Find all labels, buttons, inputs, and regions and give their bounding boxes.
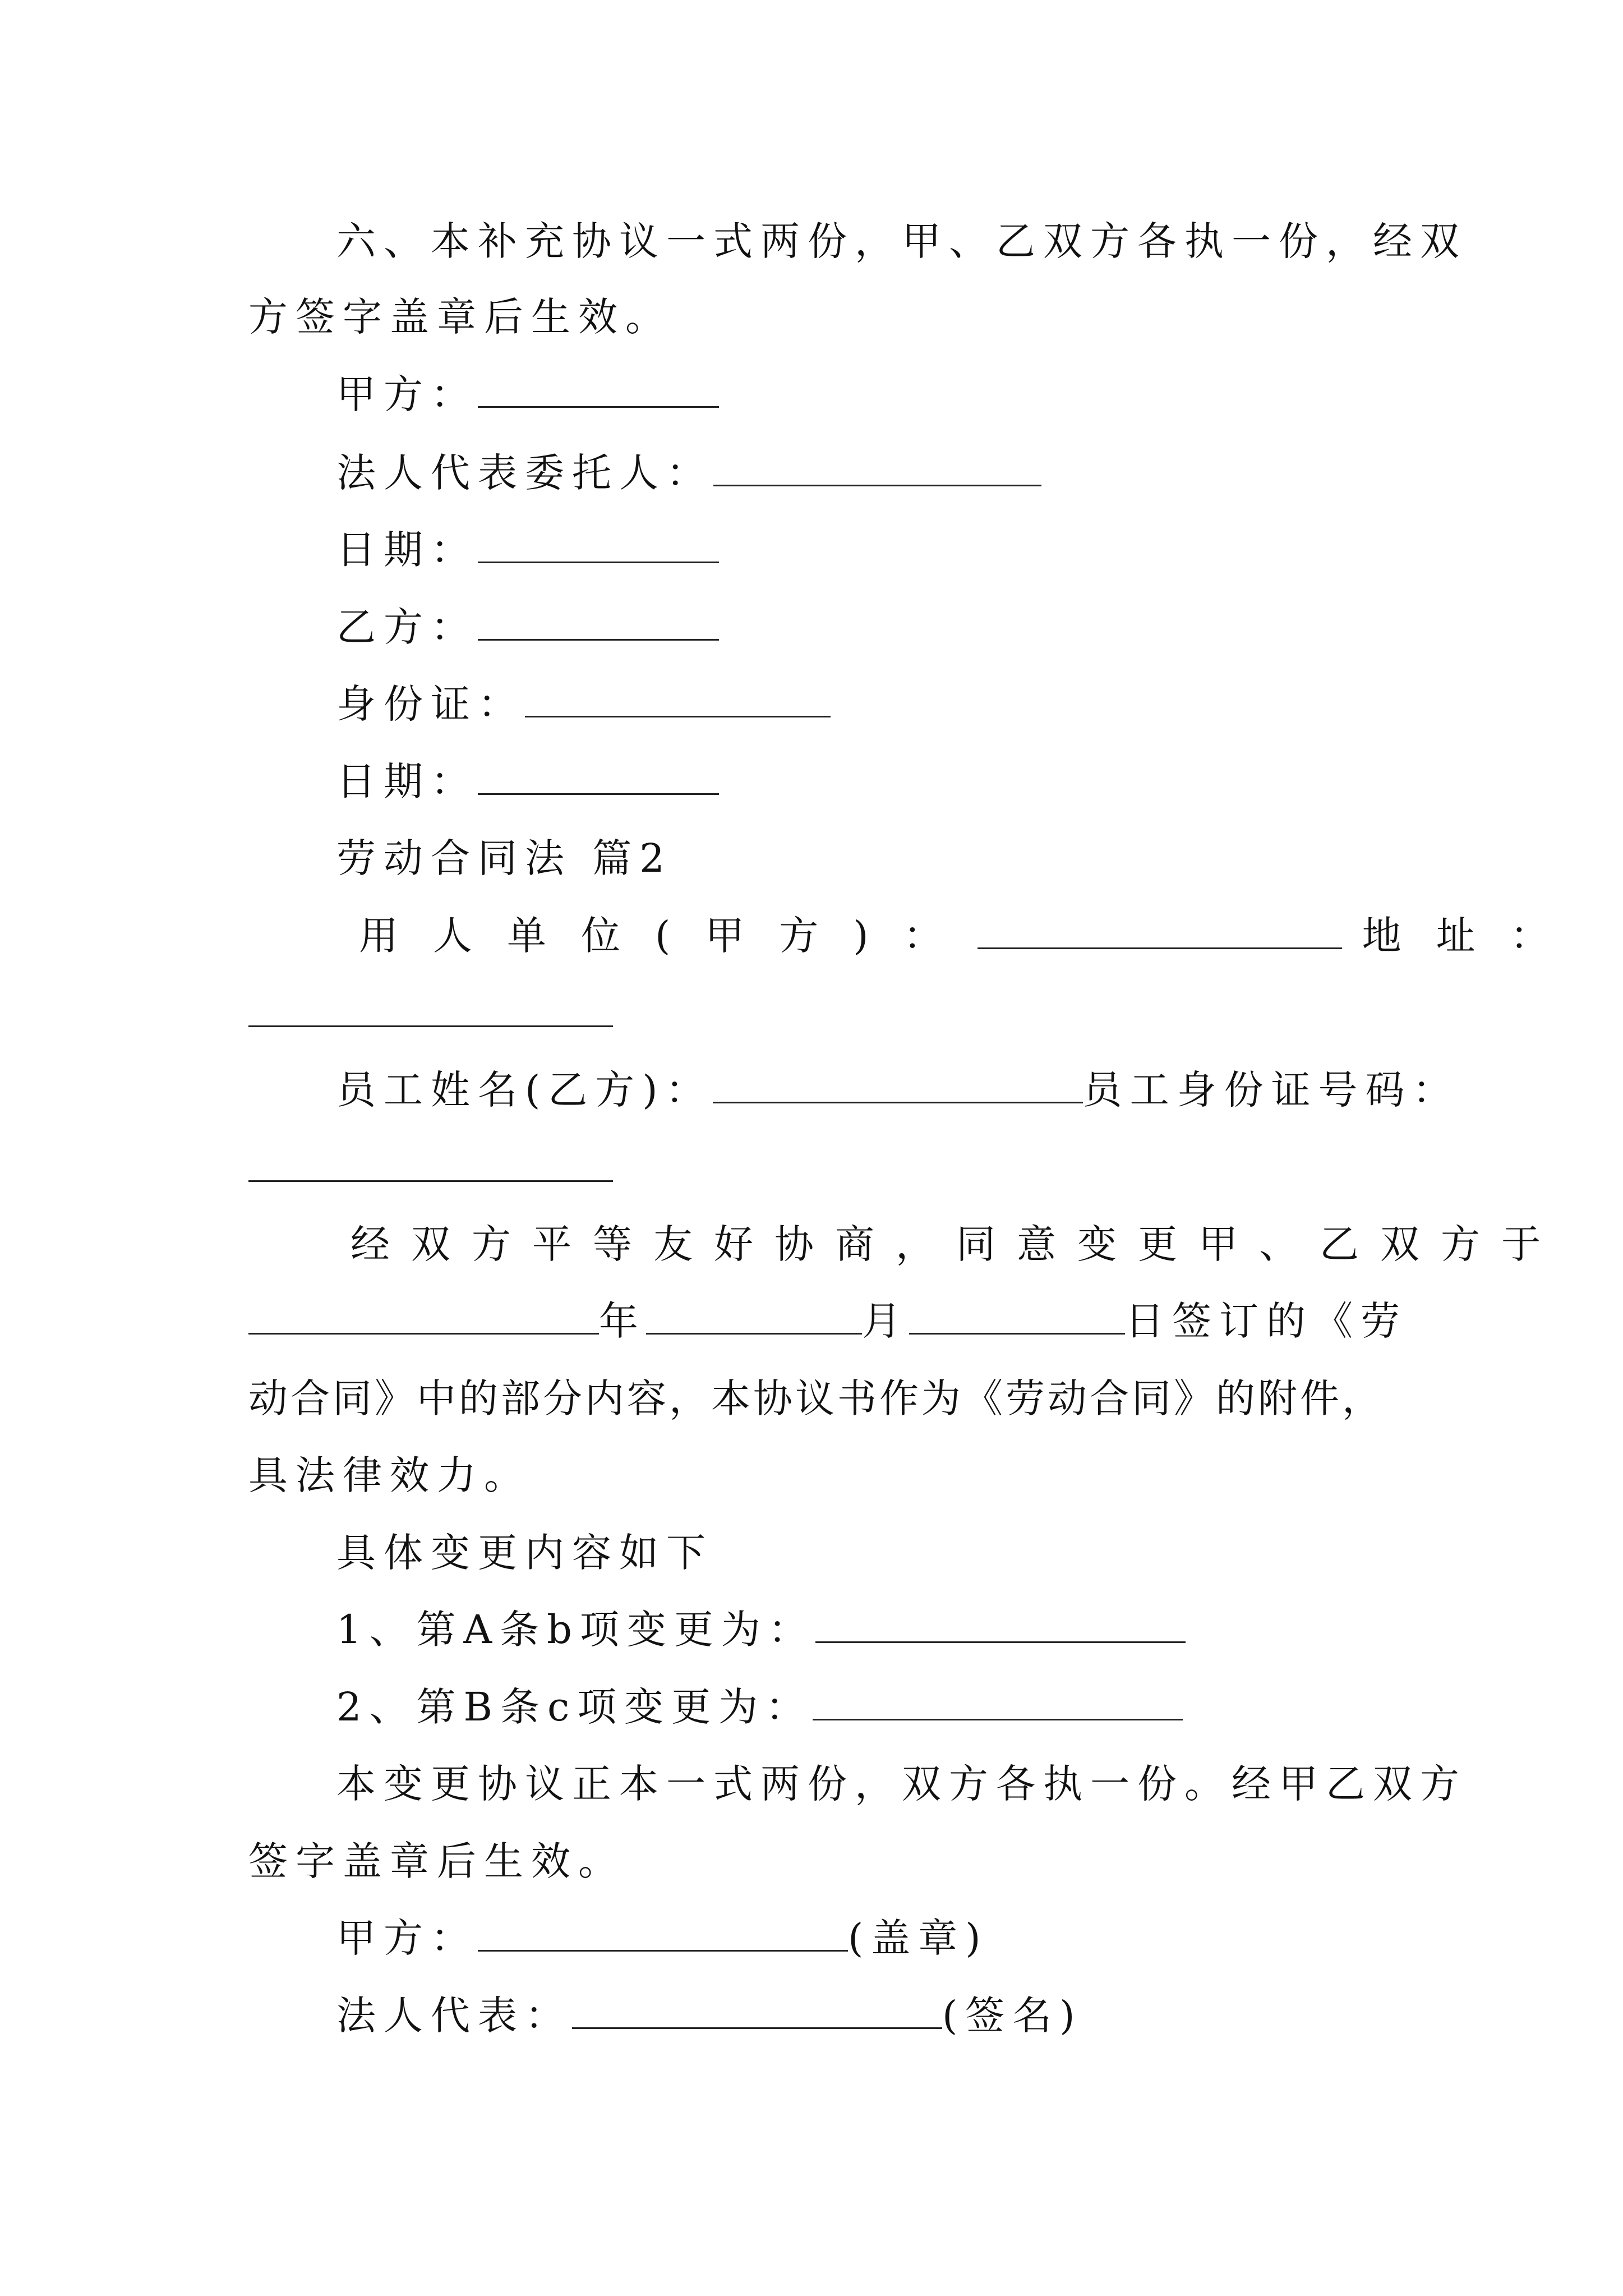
closing-line-2: 签字盖章后生效。 <box>248 1838 625 1884</box>
intro-date-line <box>248 1298 1408 1344</box>
intro-year-label: 年 <box>599 1298 646 1344</box>
address-blank <box>248 994 613 1027</box>
legal-rep-agent-blank <box>713 453 1041 486</box>
employee-row <box>336 1067 1460 1113</box>
final-party-a-row <box>336 1915 989 1961</box>
party-a-row <box>336 371 719 417</box>
closing-line-1: 本变更协议正本一式两份，双方各执一份。经甲乙双方 <box>336 1761 1467 1807</box>
intro-month-label: 月 <box>862 1298 909 1344</box>
employee-name-label: 员工姓名(乙方)： <box>336 1067 713 1113</box>
date-b-label: 日期： <box>336 758 478 804</box>
intro-day-blank <box>909 1301 1125 1335</box>
final-party-a-blank <box>478 1918 848 1952</box>
intro-year-blank <box>248 1301 599 1335</box>
change-item-2-label: 2、第B条c项变更为： <box>336 1684 813 1730</box>
employee-id-continuation <box>248 1149 613 1188</box>
employer-label: 用人单位(甲方)： <box>359 913 978 959</box>
final-legal-rep-label: 法人代表： <box>336 1993 572 2039</box>
intro-month-blank <box>646 1301 862 1335</box>
party-b-blank <box>478 608 719 641</box>
employee-id-blank <box>248 1149 613 1182</box>
employee-id-label: 员工身份证号码： <box>1082 1067 1460 1113</box>
address-continuation <box>248 994 613 1033</box>
date-a-blank <box>478 530 719 563</box>
change-item-1 <box>336 1607 1186 1653</box>
id-card-blank <box>525 684 831 717</box>
change-item-1-blank <box>815 1610 1186 1643</box>
employer-row <box>359 913 1584 959</box>
date-b-row <box>336 758 719 804</box>
employee-name-blank <box>713 1070 1083 1103</box>
change-item-1-label: 1、第A条b项变更为： <box>336 1607 815 1653</box>
address-label: 地址： <box>1362 913 1584 959</box>
legal-rep-agent-row <box>336 450 1041 496</box>
section-six-line-1: 六、本补充协议一式两份，甲、乙双方各执一份，经双 <box>336 218 1467 264</box>
party-b-row <box>336 604 719 650</box>
party-b-label: 乙方： <box>336 604 478 650</box>
employer-blank <box>978 916 1342 949</box>
change-item-2-blank <box>813 1687 1183 1720</box>
intro-day-sign-label: 日签订的《劳 <box>1125 1298 1408 1344</box>
intro-line-1: 经双方平等友好协商，同意变更甲、乙双方于 <box>351 1221 1562 1267</box>
section-six-line-2: 方签字盖章后生效。 <box>248 294 672 340</box>
final-legal-rep-row <box>336 1993 1083 2039</box>
id-card-label: 身份证： <box>336 681 525 727</box>
intro-line-3: 动合同》中的部分内容，本协议书作为《劳动合同》的附件， <box>248 1375 1384 1421</box>
id-card-row <box>336 681 831 727</box>
date-a-row <box>336 527 719 573</box>
section-heading: 劳动合同法 篇2 <box>336 835 672 881</box>
date-b-blank <box>478 762 719 795</box>
changes-title: 具体变更内容如下 <box>336 1530 713 1576</box>
final-party-a-label: 甲方： <box>336 1915 478 1961</box>
legal-rep-agent-label: 法人代表委托人： <box>336 450 713 496</box>
party-a-blank <box>478 375 719 408</box>
seal-label: (盖章) <box>848 1915 989 1961</box>
sign-label: (签名) <box>942 1993 1083 2039</box>
final-legal-rep-blank <box>572 1996 942 2029</box>
intro-line-4: 具法律效力。 <box>248 1452 531 1498</box>
date-a-label: 日期： <box>336 527 478 573</box>
change-item-2 <box>336 1684 1183 1730</box>
party-a-label: 甲方： <box>336 371 478 417</box>
